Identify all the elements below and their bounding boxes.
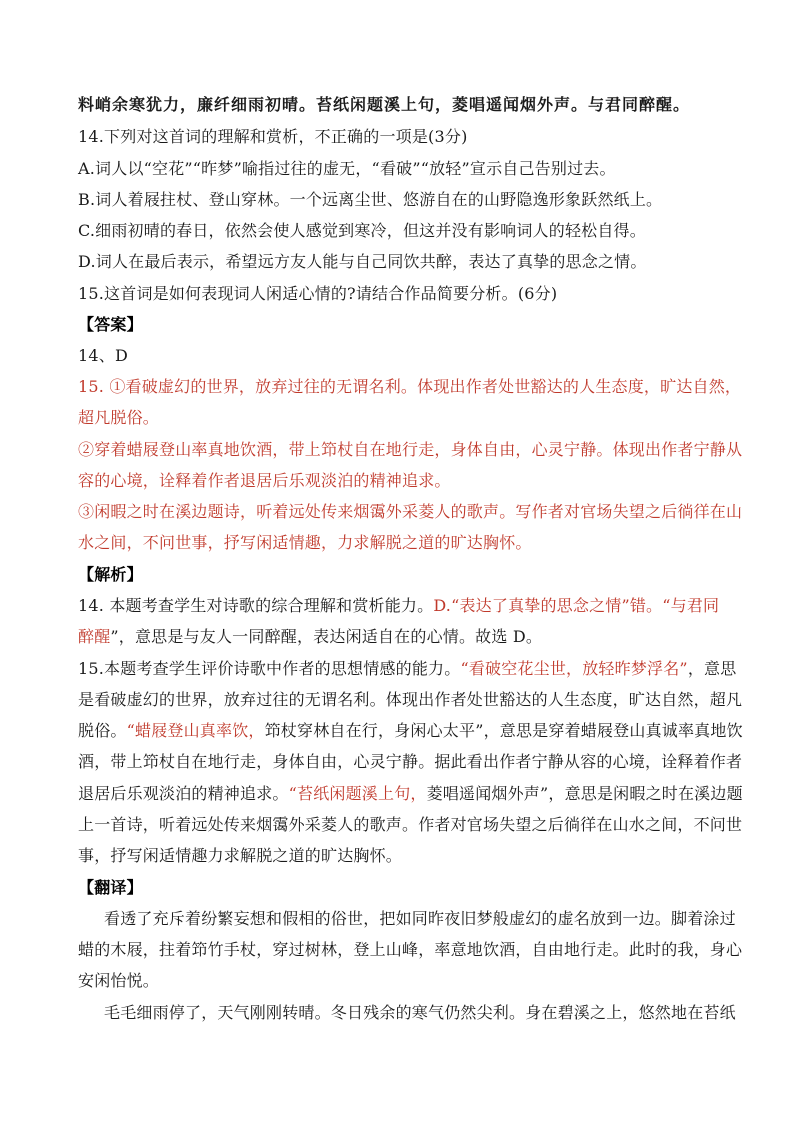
question-14-option-c: C.细雨初晴的春日，依然会使人感觉到寒冷，但这并没有影响词人的轻松自得。 — [78, 221, 646, 240]
analysis-15-text-3: ，意思是穿着蜡屐登山真诚率真地饮 — [483, 721, 743, 740]
analysis-15-quote-1: “看破空花尘世，放轻昨梦浮名” — [460, 659, 688, 678]
answer-15-line-3: ②穿着蜡屐登山率真地饮酒，带上笻杖自在地行走，身体自由，心灵宁静。体现出作者宁静从 — [78, 440, 743, 459]
analysis-15-quote-3a: “苔纸闲题溪上句， — [288, 784, 427, 803]
analysis-14-text: 14. 本题考查学生对诗歌的综合理解和赏析能力。 — [78, 596, 434, 615]
analysis-15-line-4: 酒，带上笻杖自在地行走，身体自由，心灵宁静。据此看出作者宁静从容的心境，诠释着作者 — [78, 752, 743, 771]
analysis-15-quote-2a: “蜡屐登山真率饮， — [126, 721, 265, 740]
poem-last-stanza: 料峭余寒犹力，廉纤细雨初晴。苔纸闲题溪上句，菱唱遥闻烟外声。与君同醉醒。 — [78, 95, 691, 114]
analysis-15-text-2: 脱俗。 — [78, 721, 127, 740]
answer-15-line-5: ③闲暇之时在溪边题诗，听着远处传来烟霭外采菱人的歌声。写作者对官场失望之后徜徉在山 — [78, 502, 743, 521]
analysis-15-text-5: ，意思是闲暇之时在溪边题 — [548, 784, 743, 803]
analysis-15-line-5 — [78, 784, 743, 804]
question-14-stem: 14.下列对这首词的理解和赏析，不正确的一项是(3分) — [78, 127, 468, 146]
analysis-15-text-4: 退居后乐观淡泊的精神追求。 — [78, 784, 289, 803]
translation-line-3: 安闲怡悦。 — [78, 971, 160, 990]
translation-line-4: 毛毛细雨停了，天气刚刚转晴。冬日残余的寒气仍然尖利。身在碧溪之上，悠然地在苔纸 — [104, 1003, 736, 1022]
analysis-15-line-6: 上一首诗，听着远处传来烟霭外采菱人的歌声。作者对官场失望之后徜徉在山水之间，不问世 — [78, 815, 743, 834]
translation-heading: 【翻译】 — [78, 878, 143, 897]
analysis-14-line-2 — [78, 627, 542, 647]
analysis-15-line-7: 事，抒写闲适情趣力求解脱之道的旷达胸怀。 — [78, 846, 403, 865]
analysis-15-line-1 — [78, 659, 736, 679]
analysis-15-text-1: ，意思 — [687, 659, 737, 678]
analysis-15-line-3 — [78, 721, 743, 741]
analysis-15-quote-3b: 菱唱遥闻烟外声” — [426, 784, 549, 803]
answer-15-line-1: 15. ①看破虚幻的世界，放弃过往的无谓名利。体现出作者处世豁达的人生态度，旷达自然， — [78, 377, 742, 396]
analysis-15-intro: 15.本题考查学生评价诗歌中作者的思想情感的能力。 — [78, 659, 461, 678]
answer-15-line-2: 超凡脱俗。 — [78, 408, 160, 427]
answer-15-line-6: 水之间，不问世事，抒写闲适情趣，力求解脱之道的旷达胸怀。 — [78, 533, 532, 552]
answer-15-line-4: 容的心境，诠释着作者退居后乐观淡泊的精神追求。 — [78, 471, 451, 490]
answer-14: 14、D — [78, 346, 128, 365]
analysis-14-quote-end: 醉醒 — [78, 627, 111, 646]
analysis-14-quote: D.“表达了真挚的思念之情”错。“与君同 — [433, 596, 720, 615]
analysis-15-line-2: 是看破虚幻的世界，放弃过往的无谓名利。体现出作者处世豁达的人生态度，旷达自然，超凡 — [78, 690, 743, 709]
translation-line-1: 看透了充斥着纷繁妄想和假相的俗世，把如同昨夜旧梦般虚幻的虚名放到一边。脚着涂过 — [104, 909, 736, 928]
question-14-option-a: A.词人以“空花”“昨梦”喻指过往的虚无，“看破”“放轻”宣示自己告别过去。 — [78, 159, 616, 178]
question-14-option-b: B.词人着屐拄杖、登山穿林。一个远离尘世、悠游自在的山野隐逸形象跃然纸上。 — [78, 190, 663, 209]
translation-line-2: 蜡的木屐，拄着笻竹手杖，穿过树林，登上山峰，率意地饮酒，自由地行走。此时的我，身心 — [78, 940, 743, 959]
analysis-heading: 【解析】 — [78, 565, 143, 584]
answer-heading: 【答案】 — [78, 315, 143, 334]
analysis-14-line-1 — [78, 596, 719, 616]
analysis-14-explanation: ”，意思是与友人一同醉醒，表达闲适自在的心情。故选 D。 — [110, 627, 543, 646]
analysis-15-quote-2b: 笻杖穿林自在行，身闲心太平” — [264, 721, 484, 740]
question-15-stem: 15.这首词是如何表现词人闲适心情的?请结合作品简要分析。(6分) — [78, 284, 558, 303]
question-14-option-d: D.词人在最后表示，希望远方友人能与自己同饮共醉，表达了真挚的思念之情。 — [78, 252, 647, 271]
